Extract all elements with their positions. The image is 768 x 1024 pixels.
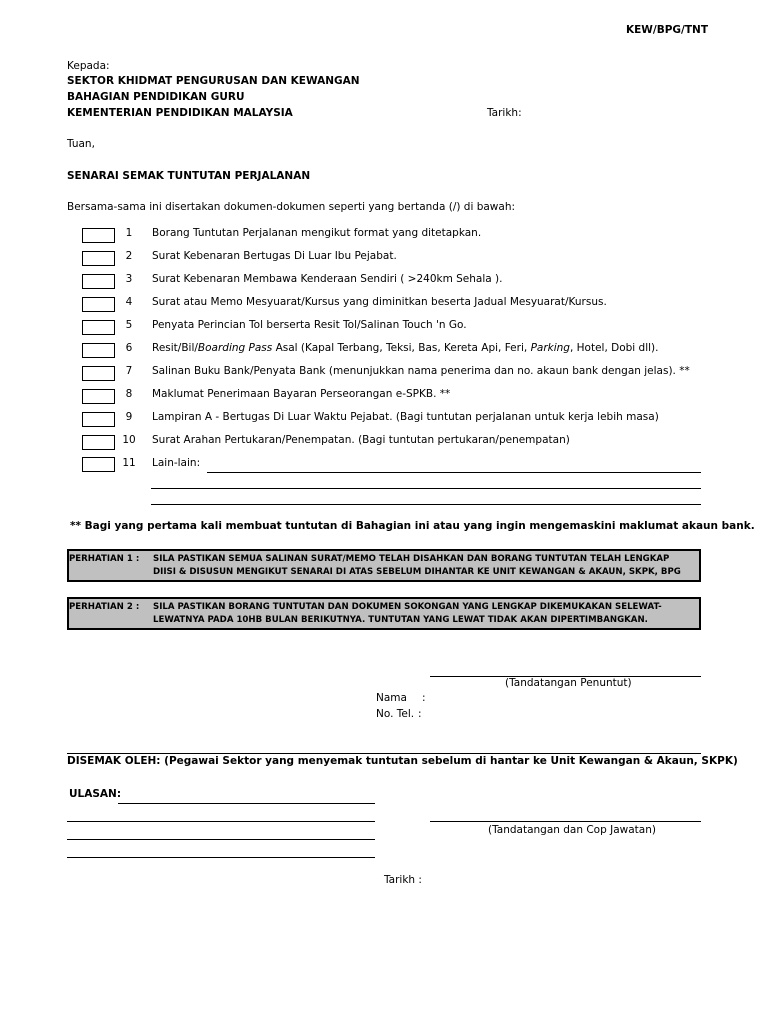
item-number: 8 [125, 388, 133, 400]
footnote: ** Bagi yang pertama kali membuat tuntutan di Bahagian ini atau yang ingin mengemaskini maklumat akaun bank. [70, 520, 755, 532]
remarks-line-4[interactable] [67, 857, 375, 858]
item-number: 6 [125, 342, 133, 354]
checklist-item-9: Lampiran A - Bertugas Di Luar Waktu Pejabat. (Bagi tuntutan perjalanan untuk kerja lebih masa) [152, 411, 659, 423]
checkbox-5[interactable] [82, 320, 115, 335]
name-colon: : [422, 692, 426, 704]
officer-signature-line[interactable] [430, 821, 701, 822]
date-label: Tarikh: [487, 107, 522, 119]
officer-signature-label: (Tandatangan dan Cop Jawatan) [488, 824, 656, 836]
address-line-1: SEKTOR KHIDMAT PENGURUSAN DAN KEWANGAN [67, 75, 360, 87]
checkbox-7[interactable] [82, 366, 115, 381]
claimant-signature-label: (Tandatangan Penuntut) [505, 677, 632, 689]
checkbox-3[interactable] [82, 274, 115, 289]
notice-2-label: PERHATIAN 2 : [69, 602, 140, 612]
checkbox-2[interactable] [82, 251, 115, 266]
checkbox-6[interactable] [82, 343, 115, 358]
form-code: KEW/BPG/TNT [626, 24, 708, 36]
item-number: 5 [125, 319, 133, 331]
checkbox-1[interactable] [82, 228, 115, 243]
remarks-line-3[interactable] [67, 839, 375, 840]
checked-by-heading: DISEMAK OLEH: (Pegawai Sektor yang menyemak tuntutan sebelum di hantar ke Unit Kewangan & Akaun, SKPK) [67, 755, 738, 767]
remarks-line-1[interactable] [118, 803, 375, 804]
item-number: 3 [125, 273, 133, 285]
checkbox-10[interactable] [82, 435, 115, 450]
other-line-1[interactable] [207, 472, 701, 473]
name-label: Nama [376, 692, 407, 704]
item-6-text-e: , Hotel, Dobi dll). [569, 342, 659, 354]
checkbox-4[interactable] [82, 297, 115, 312]
section-divider [67, 753, 701, 754]
address-line-2: BAHAGIAN PENDIDIKAN GURU [67, 91, 245, 103]
checklist-item-6 [152, 342, 659, 354]
item-number: 2 [125, 250, 133, 262]
to-label: Kepada: [67, 60, 110, 72]
checklist-item-3: Surat Kebenaran Membawa Kenderaan Sendiri ( >240km Sehala ). [152, 273, 503, 285]
notice-2-line-2: LEWATNYA PADA 10HB BULAN BERIKUTNYA. TUNTUTAN YANG LEWAT TIDAK AKAN DIPERTIMBANGKAN. [153, 615, 648, 625]
notice-2-line-1: SILA PASTIKAN BORANG TUNTUTAN DAN DOKUMEN SOKONGAN YANG LENGKAP DIKEMUKAKAN SELEWAT- [153, 602, 662, 612]
item-6-text-b: Boarding Pass [197, 342, 273, 354]
other-line-2[interactable] [151, 488, 701, 489]
item-number: 9 [125, 411, 133, 423]
notice-box-1 [67, 549, 701, 582]
page-title: SENARAI SEMAK TUNTUTAN PERJALANAN [67, 170, 311, 182]
notice-1-line-2: DIISI & DISUSUN MENGIKUT SENARAI DI ATAS SEBELUM DIHANTAR KE UNIT KEWANGAN & AKAUN, SKPK, BPG [153, 567, 681, 577]
address-line-3: KEMENTERIAN PENDIDIKAN MALAYSIA [67, 107, 293, 119]
notice-1-line-1: SILA PASTIKAN SEMUA SALINAN SURAT/MEMO TELAH DISAHKAN DAN BORANG TUNTUTAN TELAH LENGKAP [153, 554, 670, 564]
checklist-item-10: Surat Arahan Pertukaran/Penempatan. (Bagi tuntutan pertukaran/penempatan) [152, 434, 570, 446]
review-date-label: Tarikh : [384, 874, 422, 886]
item-number: 7 [125, 365, 133, 377]
salutation: Tuan, [67, 138, 95, 150]
checklist-item-11: Lain-lain: [152, 457, 201, 469]
item-number: 10 [122, 434, 136, 446]
checkbox-11[interactable] [82, 457, 115, 472]
checklist-item-8: Maklumat Penerimaan Bayaran Perseorangan e-SPKB. ** [152, 388, 451, 400]
checklist-item-7: Salinan Buku Bank/Penyata Bank (menunjukkan nama penerima dan no. akaun bank dengan jelas). ** [152, 365, 690, 377]
checklist-item-5: Penyata Perincian Tol berserta Resit Tol/Salinan Touch 'n Go. [152, 319, 467, 331]
intro-text: Bersama-sama ini disertakan dokumen-dokumen seperti yang bertanda (/) di bawah: [67, 201, 516, 213]
item-6-text-a: Resit/Bil/ [152, 342, 198, 354]
checkbox-8[interactable] [82, 389, 115, 404]
other-line-3[interactable] [151, 504, 701, 505]
checklist-item-1: Borang Tuntutan Perjalanan mengikut format yang ditetapkan. [152, 227, 482, 239]
item-6-text-c: Asal (Kapal Terbang, Teksi, Bas, Kereta Api, Feri, [272, 342, 531, 354]
remarks-label: ULASAN: [69, 788, 122, 800]
notice-1-label: PERHATIAN 1 : [69, 554, 140, 564]
item-number: 11 [122, 457, 136, 469]
item-number: 1 [125, 227, 133, 239]
tel-label: No. Tel. [376, 708, 415, 720]
notice-box-2 [67, 597, 701, 630]
checklist-item-2: Surat Kebenaran Bertugas Di Luar Ibu Pejabat. [152, 250, 397, 262]
item-number: 4 [125, 296, 133, 308]
checkbox-9[interactable] [82, 412, 115, 427]
item-6-text-d: Parking [530, 342, 570, 354]
tel-colon: : [418, 708, 422, 720]
remarks-line-2[interactable] [67, 821, 375, 822]
checklist-item-4: Surat atau Memo Mesyuarat/Kursus yang diminitkan beserta Jadual Mesyuarat/Kursus. [152, 296, 607, 308]
